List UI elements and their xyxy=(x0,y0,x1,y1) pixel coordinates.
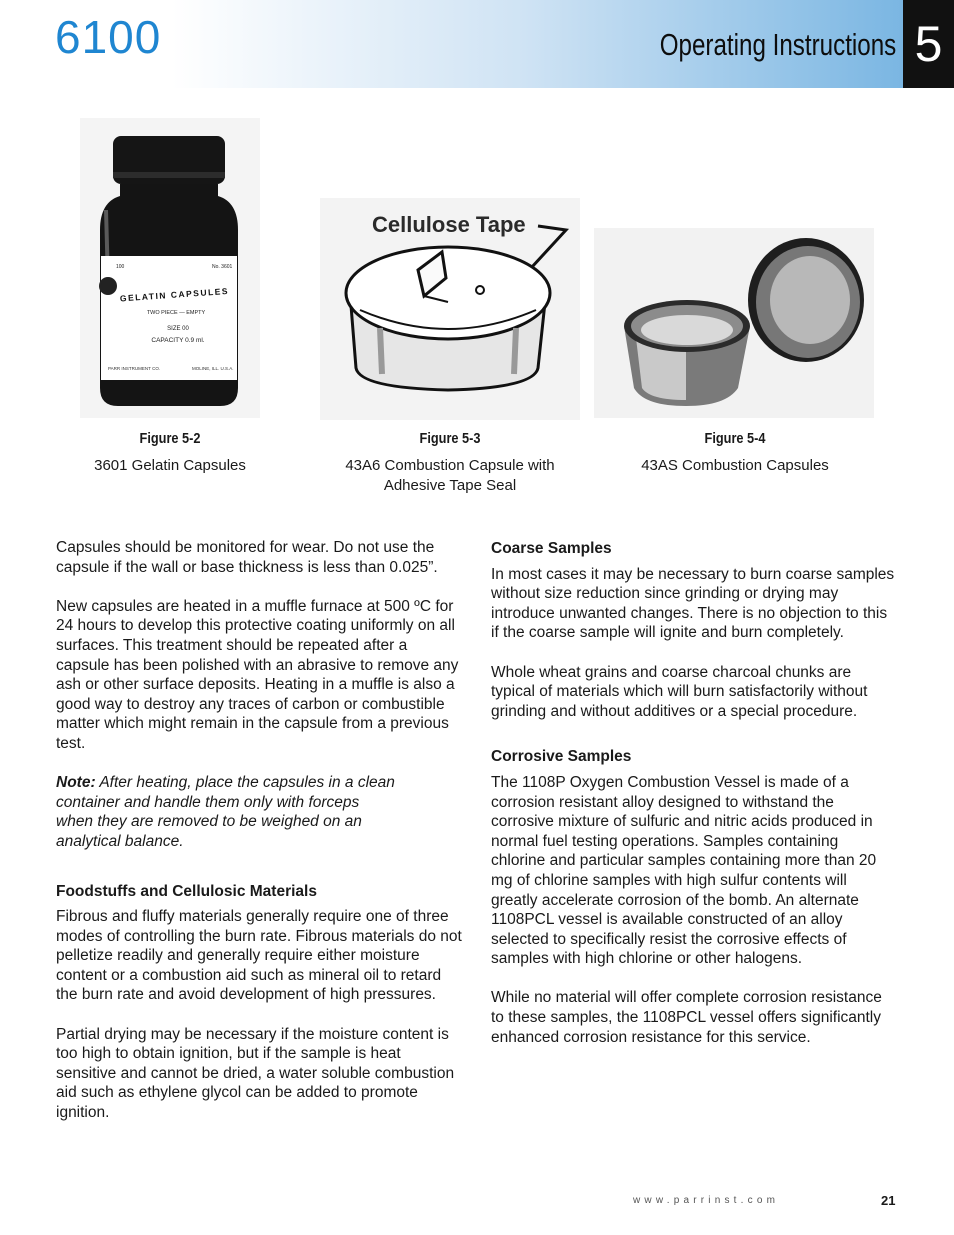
bottle-label-title: GELATIN CAPSULES xyxy=(119,285,230,304)
footer-url: www.parrinst.com xyxy=(633,1195,780,1206)
bottle-label-line1: TWO PIECE — EMPTY xyxy=(146,310,206,316)
paragraph: Fibrous and fluffy materials generally require one of three modes of controlling the burn rate. Fibrous materials do not pelletize readily and generally require either moisture content or a combustion aid such as mineral oil to retard the burn rate and avoid development of high pressures. xyxy=(56,908,462,1004)
bottle-label-top-right: No. 3601 xyxy=(212,264,233,270)
figure-5-3-label: Figure 5-3 xyxy=(419,430,481,447)
model-number: 6100 xyxy=(55,11,162,63)
left-column xyxy=(56,538,464,1142)
combustion-capsules-image xyxy=(594,228,874,418)
gelatin-capsules-bottle-image xyxy=(80,118,260,418)
figure-5-4-label: Figure 5-4 xyxy=(704,430,766,447)
heading-foodstuffs: Foodstuffs and Cellulosic Materials xyxy=(56,882,317,900)
bottle-label-top-left: 100 xyxy=(116,264,125,270)
combustion-capsule-tape-image xyxy=(320,198,580,420)
page-header xyxy=(0,0,954,88)
bottle-label-bottom-right: MOLINE, ILL. U.S.A. xyxy=(192,366,234,371)
section-title: Operating Instructions xyxy=(659,27,896,62)
note-label: Note: xyxy=(56,774,96,792)
paragraph: In most cases it may be necessary to burn coarse samples without size reduction since grinding or drying may introduce unwanted changes. There is no objection to this if the coarse sample will ignite and burn completely. xyxy=(491,565,895,642)
bottle-label-bottom-left: PARR INSTRUMENT CO. xyxy=(108,366,161,371)
figure-5-2-label: Figure 5-2 xyxy=(139,430,201,447)
paragraph: New capsules are heated in a muffle furnace at 500 ºC for 24 hours to develop this protective coating uniformly on all surfaces. This treatment should be repeated after a capsule has been polished with an abrasive to remove any ash or other surface deposits. Heating in a muffle is also a good way to destroy any traces of carbon or combustible matter which might remain in the capsule from a previous test. xyxy=(56,597,459,752)
page-number: 21 xyxy=(881,1193,896,1208)
chapter-number: 5 xyxy=(903,0,954,88)
figure-5-4-caption: 43AS Combustion Capsules xyxy=(641,457,829,474)
paragraph: Whole wheat grains and coarse charcoal chunks are typical of materials which will burn satisfactorily without grinding and without additives or a special procedure. xyxy=(491,663,868,720)
cellulose-tape-callout: Cellulose Tape xyxy=(372,212,526,237)
bottle-label-line2: SIZE 00 xyxy=(167,326,189,332)
figure-5-2-caption: 3601 Gelatin Capsules xyxy=(94,457,246,474)
paragraph: While no material will offer complete corrosion resistance to these samples, the 1108PCL vessel offers significantly enhanced corrosion resistance for this service. xyxy=(491,989,882,1046)
heading-coarse-samples: Coarse Samples xyxy=(491,540,612,557)
heading-corrosive-samples: Corrosive Samples xyxy=(491,748,632,766)
paragraph: Capsules should be monitored for wear. Do not use the capsule if the wall or base thickness is less than 0.025”. xyxy=(56,539,438,576)
figure-5-3-caption: 43A6 Combustion Capsule with Adhesive Tape Seal xyxy=(345,457,555,494)
bottle-label-line3: CAPACITY 0.9 ml. xyxy=(151,337,205,344)
paragraph: Partial drying may be necessary if the moisture content is too high to obtain ignition, but if the sample is heat sensitive and cannot be dried, a water soluble combustion aid such as ethylene glycol can be added to promote ignition. xyxy=(56,1025,455,1122)
paragraph: The 1108P Oxygen Combustion Vessel is made of a corrosion resistant alloy designed to withstand the corrosive mixture of sulfuric and nitric acids produced in normal fuel testing operations. Samples containing chlorine and particular samples containing more than 20 mg of chlorine samples with high sulfur contents will greatly accelerate corrosion of the bomb. An alternate 1108PCL vessel is available constructed of an alloy selected to specifically resist the corrosive effects of samples with high chlorine or other halogens. xyxy=(491,773,877,968)
right-column xyxy=(491,539,896,1067)
note xyxy=(56,773,396,851)
note-text: After heating, place the capsules in a clean container and handle them only with forceps when they are removed to be weighed on an analytical balance. xyxy=(56,774,395,850)
